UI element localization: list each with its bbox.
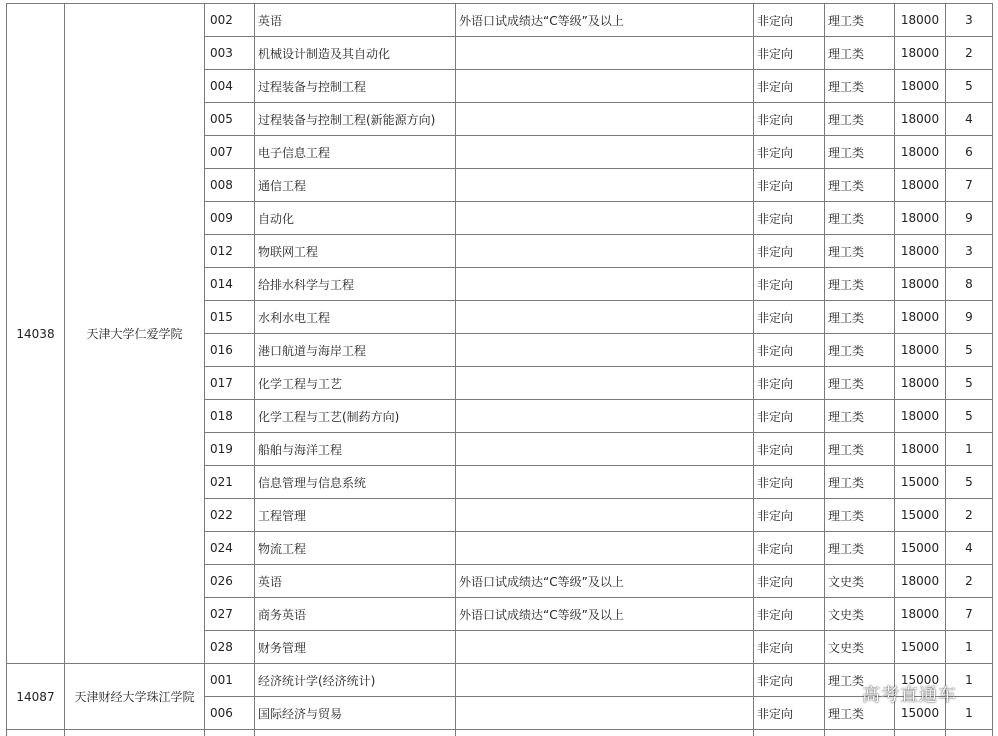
subject-cell: 理工类	[825, 268, 895, 301]
note-cell	[456, 169, 754, 202]
count-cell: 7	[946, 598, 993, 631]
count-cell: 1	[946, 631, 993, 664]
plan-type-cell: 非定向	[754, 136, 825, 169]
count-cell: 5	[946, 466, 993, 499]
table-row	[7, 4, 993, 37]
subject-cell: 文史类	[825, 631, 895, 664]
major-name-cell: 工程管理	[255, 499, 456, 532]
major-code-cell: 012	[205, 235, 255, 268]
tuition-cell: 18000	[895, 268, 946, 301]
major-code-cell: 028	[205, 631, 255, 664]
subject-cell: 理工类	[825, 697, 895, 730]
count-cell: 9	[946, 202, 993, 235]
major-name-cell: 电子信息工程	[255, 136, 456, 169]
note-cell	[456, 235, 754, 268]
subject-cell: 理工类	[825, 37, 895, 70]
major-name-cell: 英语	[255, 565, 456, 598]
tuition-cell: 18000	[895, 202, 946, 235]
note-cell	[456, 334, 754, 367]
subject-cell: 理工类	[825, 235, 895, 268]
major-name-cell: 经济统计学(经济统计)	[255, 664, 456, 697]
school-name-cell: 天津财经大学珠江学院	[65, 664, 205, 730]
tuition-cell: 15000	[895, 532, 946, 565]
admission-plan-table	[6, 3, 993, 736]
count-cell: 6	[946, 136, 993, 169]
count-cell: 9	[946, 301, 993, 334]
subject-cell: 文史类	[825, 565, 895, 598]
plan-type-cell: 非定向	[754, 235, 825, 268]
note-cell	[456, 136, 754, 169]
plan-type-cell: 非定向	[754, 631, 825, 664]
major-name-cell: 物联网工程	[255, 235, 456, 268]
major-code-cell: 024	[205, 532, 255, 565]
major-name-cell: 化学工程与工艺	[255, 367, 456, 400]
note-cell: 外语口试成绩达“C等级”及以上	[456, 565, 754, 598]
major-code-cell: 016	[205, 334, 255, 367]
plan-type-cell: 非定向	[754, 697, 825, 730]
plan-type-cell: 非定向	[754, 268, 825, 301]
note-cell	[456, 202, 754, 235]
note-cell: 外语口试成绩达“C等级”及以上	[456, 598, 754, 631]
table-row	[7, 664, 993, 697]
count-cell: 3	[946, 235, 993, 268]
major-name-cell: 自动化	[255, 202, 456, 235]
count-cell: 5	[946, 367, 993, 400]
major-code-cell: 007	[205, 136, 255, 169]
note-cell	[456, 664, 754, 697]
count-cell: 5	[946, 334, 993, 367]
major-code-cell: 015	[205, 301, 255, 334]
table-body	[7, 4, 993, 736]
count-cell: 7	[946, 169, 993, 202]
watermark: 高考直通车	[862, 681, 957, 707]
major-name-cell: 信息管理与信息系统	[255, 466, 456, 499]
subject-cell: 理工类	[825, 136, 895, 169]
major-name-cell: 英语	[255, 4, 456, 37]
tuition-cell: 18000	[895, 400, 946, 433]
note-cell	[456, 466, 754, 499]
plan-type-cell: 非定向	[754, 598, 825, 631]
note-cell	[456, 367, 754, 400]
note-cell	[456, 532, 754, 565]
note-cell	[456, 697, 754, 730]
count-cell: 2	[946, 565, 993, 598]
tuition-cell: 18000	[895, 103, 946, 136]
major-code-cell: 006	[205, 697, 255, 730]
tuition-cell: 18000	[895, 301, 946, 334]
count-cell: 1	[946, 433, 993, 466]
subject-cell: 理工类	[825, 4, 895, 37]
tuition-cell: 18000	[895, 136, 946, 169]
plan-type-cell: 非定向	[754, 70, 825, 103]
plan-type-cell: 非定向	[754, 334, 825, 367]
count-cell: 1	[946, 664, 993, 697]
plan-type-cell: 非定向	[754, 301, 825, 334]
tuition-cell: 18000	[895, 235, 946, 268]
plan-type-cell: 非定向	[754, 103, 825, 136]
tuition-cell: 18000	[895, 37, 946, 70]
tuition-cell: 15000	[895, 499, 946, 532]
tuition-cell: 18000	[895, 334, 946, 367]
major-name-cell: 商务英语	[255, 598, 456, 631]
plan-type-cell: 非定向	[754, 367, 825, 400]
tuition-cell: 18000	[895, 367, 946, 400]
major-name-cell: 过程装备与控制工程	[255, 70, 456, 103]
tuition-cell: 15000	[895, 664, 946, 697]
major-name-cell: 财务管理	[255, 631, 456, 664]
major-name-cell: 港口航道与海岸工程	[255, 334, 456, 367]
subject-cell: 理工类	[825, 499, 895, 532]
tuition-cell: 18000	[895, 565, 946, 598]
tuition-cell: 15000	[895, 466, 946, 499]
plan-type-cell: 非定向	[754, 4, 825, 37]
plan-type-cell: 非定向	[754, 433, 825, 466]
note-cell	[456, 103, 754, 136]
major-code-cell: 017	[205, 367, 255, 400]
plan-type-cell: 非定向	[754, 202, 825, 235]
count-cell: 8	[946, 268, 993, 301]
subject-cell: 理工类	[825, 301, 895, 334]
subject-cell: 理工类	[825, 169, 895, 202]
plan-type-cell: 非定向	[754, 499, 825, 532]
plan-type-cell: 非定向	[754, 400, 825, 433]
note-cell	[456, 70, 754, 103]
note-cell	[456, 499, 754, 532]
major-code-cell: 018	[205, 400, 255, 433]
subject-cell: 理工类	[825, 103, 895, 136]
count-cell: 2	[946, 37, 993, 70]
subject-cell: 理工类	[825, 532, 895, 565]
major-code-cell: 002	[205, 4, 255, 37]
note-cell	[456, 400, 754, 433]
tuition-cell: 15000	[895, 697, 946, 730]
major-code-cell: 022	[205, 499, 255, 532]
note-cell: 外语口试成绩达“C等级”及以上	[456, 4, 754, 37]
major-code-cell: 001	[205, 664, 255, 697]
note-cell	[456, 268, 754, 301]
subject-cell: 理工类	[825, 466, 895, 499]
note-cell	[456, 631, 754, 664]
major-name-cell: 国际经济与贸易	[255, 697, 456, 730]
major-code-cell: 027	[205, 598, 255, 631]
major-code-cell: 021	[205, 466, 255, 499]
major-code-cell: 026	[205, 565, 255, 598]
major-code-cell: 009	[205, 202, 255, 235]
major-name-cell: 过程装备与控制工程(新能源方向)	[255, 103, 456, 136]
plan-type-cell: 非定向	[754, 532, 825, 565]
major-code-cell: 003	[205, 37, 255, 70]
plan-type-cell: 非定向	[754, 565, 825, 598]
major-name-cell: 化学工程与工艺(制药方向)	[255, 400, 456, 433]
subject-cell: 理工类	[825, 400, 895, 433]
note-cell	[456, 433, 754, 466]
major-code-cell: 014	[205, 268, 255, 301]
tuition-cell: 15000	[895, 631, 946, 664]
plan-type-cell: 非定向	[754, 466, 825, 499]
major-code-cell: 019	[205, 433, 255, 466]
count-cell: 2	[946, 499, 993, 532]
count-cell: 4	[946, 103, 993, 136]
major-name-cell: 给排水科学与工程	[255, 268, 456, 301]
plan-type-cell: 非定向	[754, 664, 825, 697]
tuition-cell: 18000	[895, 70, 946, 103]
count-cell: 4	[946, 532, 993, 565]
count-cell: 3	[946, 4, 993, 37]
school-code-cell: 14038	[7, 4, 65, 664]
school-name-cell: 天津大学仁爱学院	[65, 4, 205, 664]
plan-type-cell: 非定向	[754, 37, 825, 70]
tuition-cell: 18000	[895, 433, 946, 466]
subject-cell: 理工类	[825, 367, 895, 400]
note-cell	[456, 301, 754, 334]
count-cell: 1	[946, 697, 993, 730]
tuition-cell: 18000	[895, 598, 946, 631]
tuition-cell: 18000	[895, 4, 946, 37]
school-code-cell: 14087	[7, 664, 65, 730]
major-name-cell: 物流工程	[255, 532, 456, 565]
major-name-cell: 通信工程	[255, 169, 456, 202]
major-code-cell: 008	[205, 169, 255, 202]
subject-cell: 理工类	[825, 202, 895, 235]
note-cell	[456, 37, 754, 70]
subject-cell: 理工类	[825, 664, 895, 697]
plan-type-cell: 非定向	[754, 169, 825, 202]
count-cell: 5	[946, 400, 993, 433]
major-name-cell: 船舶与海洋工程	[255, 433, 456, 466]
major-code-cell: 004	[205, 70, 255, 103]
subject-cell: 理工类	[825, 70, 895, 103]
major-code-cell: 005	[205, 103, 255, 136]
subject-cell: 理工类	[825, 334, 895, 367]
subject-cell: 理工类	[825, 433, 895, 466]
tuition-cell: 18000	[895, 169, 946, 202]
major-name-cell: 水利水电工程	[255, 301, 456, 334]
count-cell: 5	[946, 70, 993, 103]
subject-cell: 文史类	[825, 598, 895, 631]
major-name-cell: 机械设计制造及其自动化	[255, 37, 456, 70]
